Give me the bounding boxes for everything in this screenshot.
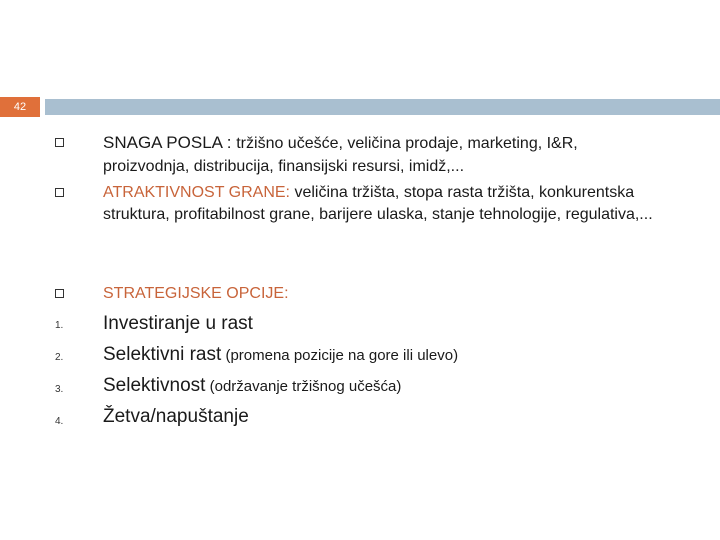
- list-item-main: Selektivni rast: [103, 344, 222, 365]
- list-item-main: Žetva/napuštanje: [103, 406, 249, 427]
- header-bar: [45, 99, 720, 115]
- bullet-lead: SNAGA POSLA :: [103, 133, 237, 152]
- bullet-text: veličina tržišta, stopa rasta tržišta, konkurentska struktura, profitabilnost grane, barijere ulaska, stanje tehnologije, regulativa,...: [103, 184, 653, 223]
- square-bullet-icon: [55, 188, 64, 197]
- list-item: [103, 313, 693, 336]
- list-number: 1.: [55, 320, 64, 331]
- list-item-main: Selektivnost: [103, 375, 206, 396]
- bullet-atraktivnost-grane: [103, 182, 693, 226]
- list-number: 2.: [55, 352, 64, 363]
- list-item: [103, 375, 693, 398]
- square-bullet-icon: [55, 138, 64, 147]
- list-number: 4.: [55, 416, 64, 427]
- list-item-detail: (održavanje tržišnog učešća): [205, 378, 402, 395]
- list-item: [103, 344, 693, 367]
- square-bullet-icon: [55, 289, 64, 298]
- list-item: [103, 406, 693, 429]
- bullet-lead: ATRAKTIVNOST GRANE:: [103, 184, 290, 201]
- list-number: 3.: [55, 384, 64, 395]
- bullet-snaga-posla: [103, 132, 693, 155]
- bullet-continuation: proizvodnja, distribucija, finansijski resursi, imidž,...: [103, 158, 465, 175]
- list-item-main: Investiranje u rast: [103, 313, 253, 334]
- list-item-detail: (promena pozicije na gore ili ulevo): [221, 347, 459, 364]
- slide-number: 42: [0, 97, 40, 117]
- bullet-text: tržišno učešće, veličina prodaje, marketing, I&R,: [236, 135, 578, 152]
- bullet-strategijske-opcije: STRATEGIJSKE OPCIJE:: [103, 285, 289, 302]
